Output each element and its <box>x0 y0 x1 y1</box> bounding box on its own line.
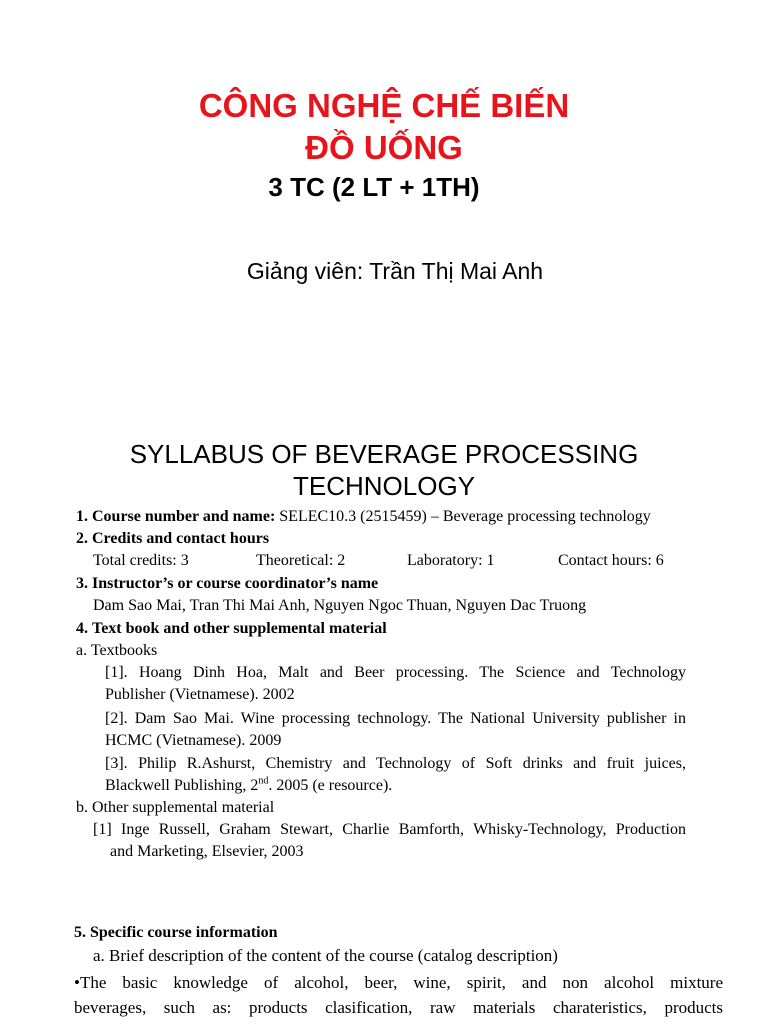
section-3-label: Instructor’s or course coordinator’s name <box>92 575 379 592</box>
section-2-heading <box>76 528 269 550</box>
reference-2-line-2: HCMC (Vietnamese). 2009 <box>105 732 282 749</box>
section-3-heading <box>76 573 378 595</box>
section-4-heading <box>76 618 387 640</box>
supplemental-reference-line-1: [1] Inge Russell, Graham Stewart, Charlie Bamforth, Whisky-Technology, Production <box>93 821 686 838</box>
section-1 <box>76 506 651 528</box>
section-3-number: 3. <box>76 575 88 592</box>
section-5-label: 5. Specific course information <box>74 924 278 941</box>
section-4-number: 4. <box>76 620 88 637</box>
reference-3-year: . 2005 (e resource). <box>268 777 393 794</box>
textbooks-label: a. Textbooks <box>76 642 158 659</box>
reference-3-publisher: Blackwell Publishing, 2 <box>105 777 259 794</box>
title-line-2: ĐỒ UỐNG <box>305 129 463 166</box>
description-line-1: •The basic knowledge of alcohol, beer, wine, spirit, and non alcohol mixture <box>74 973 723 992</box>
reference-2-line-1: [2]. Dam Sao Mai. Wine processing technology. The National University publisher in <box>105 710 686 727</box>
reference-3-edition-suffix: nd <box>258 775 269 787</box>
title-line-1: CÔNG NGHỆ CHẾ BIẾN <box>198 87 570 124</box>
syllabus-heading-line-1: SYLLABUS OF BEVERAGE PROCESSING <box>129 439 639 469</box>
contact-hours: Contact hours: 6 <box>558 552 664 569</box>
section-4-label: Text book and other supplemental material <box>92 620 387 637</box>
syllabus-heading-line-2: TECHNOLOGY <box>292 471 476 501</box>
lecturer-line: Giảng viên: Trần Thị Mai Anh <box>246 258 544 284</box>
instructor-names: Dam Sao Mai, Tran Thi Mai Anh, Nguyen Ngoc Thuan, Nguyen Dac Truong <box>93 597 587 614</box>
section-2-number: 2. <box>76 530 88 547</box>
reference-3-line-2 <box>105 775 392 797</box>
theoretical-credits: Theoretical: 2 <box>256 552 346 569</box>
reference-3-line-1: [3]. Philip R.Ashurst, Chemistry and Technology of Soft drinks and fruit juices, <box>105 755 686 772</box>
supplemental-label: b. Other supplemental material <box>76 799 275 816</box>
section-2-label: Credits and contact hours <box>92 530 270 547</box>
section-5a-line: a. Brief description of the content of the course (catalog description) <box>93 946 558 965</box>
total-credits: Total credits: 3 <box>93 552 189 569</box>
credits-line: 3 TC (2 LT + 1TH) <box>268 172 480 202</box>
section-5-heading <box>74 922 278 944</box>
section-1-number: 1. <box>76 508 88 525</box>
description-line-2: beverages, such as: products clasification, raw materials charateristics, products <box>74 998 723 1017</box>
section-1-label: Course number and name: <box>92 508 276 525</box>
reference-1-line-2: Publisher (Vietnamese). 2002 <box>105 686 295 703</box>
laboratory-credits: Laboratory: 1 <box>407 552 495 569</box>
reference-1-line-1: [1]. Hoang Dinh Hoa, Malt and Beer processing. The Science and Technology <box>105 664 686 681</box>
section-1-value: SELEC10.3 (2515459) – Beverage processing technology <box>279 508 651 525</box>
supplemental-reference-line-2: and Marketing, Elsevier, 2003 <box>110 843 304 860</box>
